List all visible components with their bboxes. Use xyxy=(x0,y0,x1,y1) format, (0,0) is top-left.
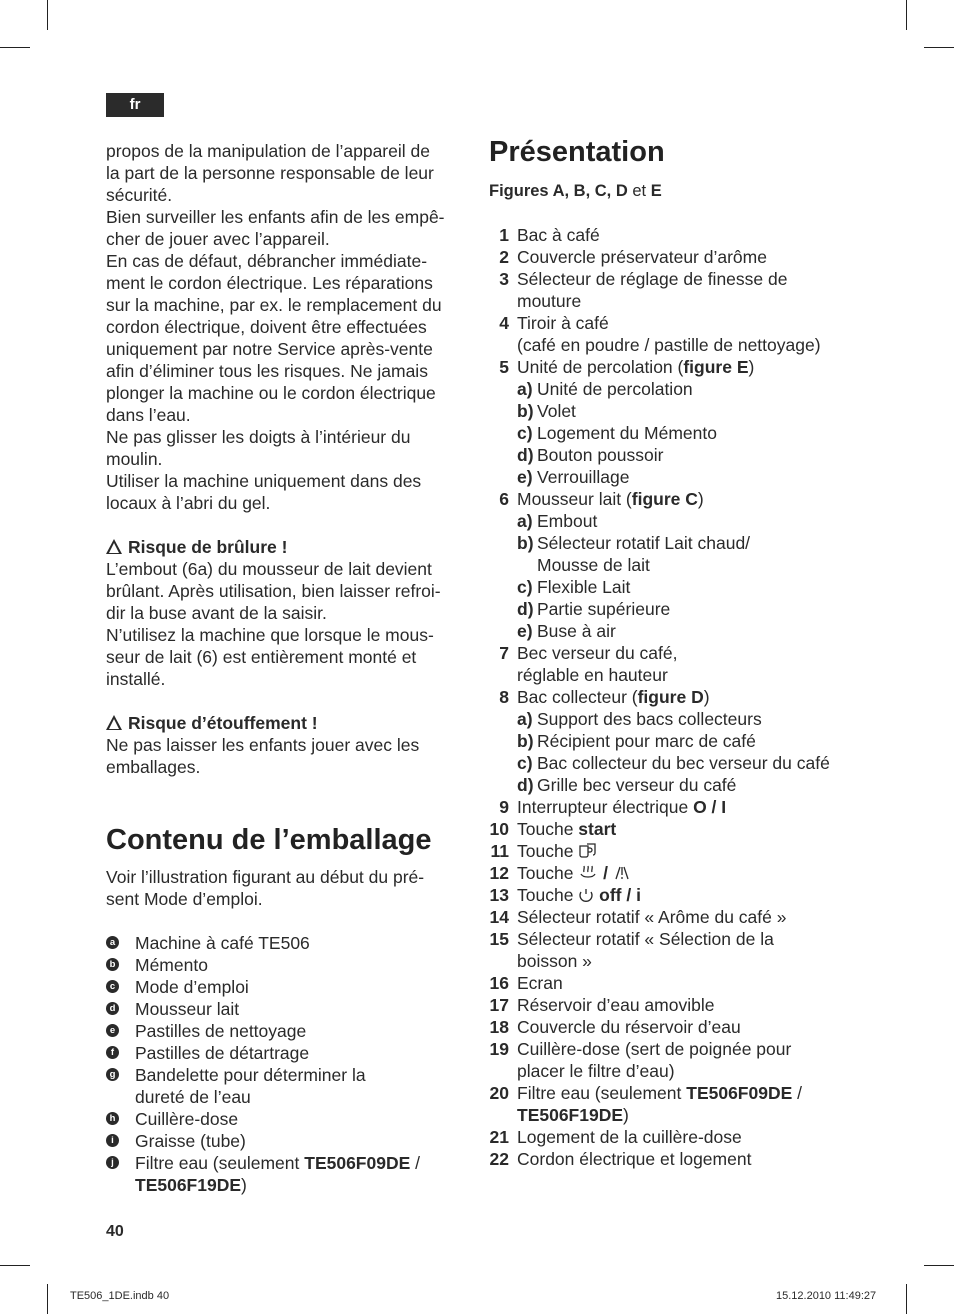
list-item: 18 Couvercle du réservoir d’eau xyxy=(489,1017,741,1037)
list-item: 21 Logement de la cuillère-dose xyxy=(489,1127,742,1147)
bullet-letter: b xyxy=(106,958,119,971)
text-line: installé. xyxy=(106,669,166,689)
bullet-letter: h xyxy=(106,1112,119,1125)
text-line: afin d’éliminer tous les risques. Ne jamais xyxy=(106,361,428,381)
text-line: N’utilisez la machine que lorsque le mous- xyxy=(106,625,434,645)
contents-intro xyxy=(106,866,466,910)
sub-item: a) Unité de percolation xyxy=(517,379,693,399)
list-item: 8 Bac collecteur (figure D) a) Support des bacs collecteurs b) Récipient pour marc de café c) Bac collecteur du bec verseur du café d) Grille bec verseur du café xyxy=(489,686,869,796)
info-icon: i xyxy=(636,885,641,905)
list-item: 12 Touche / xyxy=(489,862,869,884)
list-item: 16 Ecran xyxy=(489,973,563,993)
crop-mark xyxy=(47,1284,48,1314)
footer-file: TE506_1DE.indb 40 xyxy=(70,1290,170,1302)
crop-mark xyxy=(906,0,907,30)
sub-item: c) Bac collecteur du bec verseur du café xyxy=(517,753,830,773)
sub-item: d) Bouton poussoir xyxy=(517,445,664,465)
text-line: moulin. xyxy=(106,449,163,469)
text-line: Bien surveiller les enfants afin de les empê- xyxy=(106,207,445,227)
text-line: cher de jouer avec l’appareil. xyxy=(106,229,330,249)
list-item: 14 Sélecteur rotatif « Arôme du café » xyxy=(489,907,787,927)
safety-text xyxy=(106,140,466,514)
text-line: locaux à l’abri du gel. xyxy=(106,493,271,513)
warning-icon xyxy=(106,539,122,554)
sub-item: b) Récipient pour marc de café xyxy=(517,731,756,751)
text-line: Utiliser la machine uniquement dans des xyxy=(106,471,422,491)
crop-mark xyxy=(0,47,30,48)
crop-mark xyxy=(47,0,48,30)
bullet-letter: j xyxy=(106,1156,119,1169)
bullet-letter: i xyxy=(106,1134,119,1147)
list-item: g Bandelette pour déterminer la dureté de l’eau xyxy=(106,1064,466,1108)
list-item: 19 Cuillère-dose (sert de poignée pour placer le filtre d’eau) xyxy=(489,1039,792,1081)
crop-mark xyxy=(0,1265,30,1266)
list-item: a Machine à café TE506 xyxy=(106,932,466,954)
text-line: uniquement par notre Service après-vente xyxy=(106,339,433,359)
sub-item: a) Support des bacs collecteurs xyxy=(517,709,762,729)
text-line: emballages. xyxy=(106,757,201,777)
left-column xyxy=(106,140,466,1196)
list-item: 17 Réservoir d’eau amovible xyxy=(489,995,715,1015)
section-heading-contents: Contenu de l’emballage xyxy=(106,824,432,856)
list-item: f Pastilles de détartrage xyxy=(106,1042,466,1064)
section-heading-presentation: Présentation xyxy=(489,136,665,168)
text-line: En cas de défaut, débrancher immédiate- xyxy=(106,251,428,271)
hot-water-icon xyxy=(613,864,631,882)
text-line: dir la buse avant de la saisir. xyxy=(106,603,327,623)
warning-icon xyxy=(106,715,122,730)
page-number: 40 xyxy=(106,1223,124,1240)
list-item: 11 Touche xyxy=(489,840,869,862)
list-item: 15 Sélecteur rotatif « Sélection de la boisson » xyxy=(489,929,774,971)
bullet-letter: d xyxy=(106,1002,119,1015)
contents-list xyxy=(106,932,466,1152)
text-line: sur la machine, par ex. le remplacement du xyxy=(106,295,442,315)
sub-item: d) Grille bec verseur du café xyxy=(517,775,737,795)
text-line: seur de lait (6) est entièrement monté et xyxy=(106,647,417,667)
text-line: L’embout (6a) du mousseur de lait devient xyxy=(106,559,432,579)
crop-mark xyxy=(924,1265,954,1266)
text-line: sent Mode d’emploi. xyxy=(106,889,263,909)
sub-item: e) Verrouillage xyxy=(517,467,630,487)
bullet-letter: a xyxy=(106,936,119,949)
list-item: 10 Touche start xyxy=(489,819,617,839)
list-item: c Mode d’emploi xyxy=(106,976,466,998)
list-item: h Cuillère-dose xyxy=(106,1108,466,1130)
list-item: d Mousseur lait xyxy=(106,998,466,1020)
contents-list-last xyxy=(106,1152,466,1196)
list-item: j Filtre eau (seulement TE506F09DE / TE506F19DE) xyxy=(106,1152,466,1196)
text-line: ment le cordon électrique. Les réparations xyxy=(106,273,433,293)
list-item: 5 Unité de percolation (figure E) a) Unité de percolation b) Volet c) Logement du Mémento d) Bouton poussoir e) Verrouillage xyxy=(489,356,869,488)
text-line: sécurité. xyxy=(106,185,173,205)
suffocation-warning-text xyxy=(106,734,466,778)
text-line: cordon électrique, doivent être effectuées xyxy=(106,317,427,337)
bullet-letter: f xyxy=(106,1046,119,1059)
text-line: brûlant. Après utilisation, bien laisser refroi- xyxy=(106,581,441,601)
footer-date: 15.12.2010 11:49:27 xyxy=(776,1290,877,1302)
list-item: b Mémento xyxy=(106,954,466,976)
bullet-letter: g xyxy=(106,1068,119,1081)
list-item: e Pastilles de nettoyage xyxy=(106,1020,466,1042)
care-icon xyxy=(578,887,594,903)
bullet-letter: c xyxy=(106,980,119,993)
cups-icon xyxy=(578,842,600,860)
burn-warning-text xyxy=(106,558,466,690)
list-item: 2 Couvercle préservateur d’arôme xyxy=(499,247,767,267)
steam-icon xyxy=(578,864,598,882)
right-column xyxy=(489,136,869,1170)
suffocation-warning-title: Risque d’étouffement ! xyxy=(106,712,466,734)
list-item: i Graisse (tube) xyxy=(106,1130,466,1152)
figures-reference: Figures A, B, C, D et E xyxy=(489,182,662,200)
list-item: 6 Mousseur lait (figure C) a) Embout b) Sélecteur rotatif Lait chaud/ Mousse de lait c) Flexible Lait d) Partie supérieure e) Buse à air xyxy=(499,489,751,641)
list-item: 13 Touche off / i xyxy=(489,885,641,905)
burn-warning-title: Risque de brûlure ! xyxy=(106,536,466,558)
list-item: 9 Interrupteur électrique O / I xyxy=(499,797,727,817)
text-line: la part de la personne responsable de leur xyxy=(106,163,434,183)
list-item: 1 Bac à café xyxy=(499,225,600,245)
sub-item: c) Logement du Mémento xyxy=(517,423,717,443)
sub-item: b) Volet xyxy=(517,401,576,421)
crop-mark xyxy=(906,1284,907,1314)
list-item: 22 Cordon électrique et logement xyxy=(489,1149,752,1169)
text-line: Ne pas glisser les doigts à l’intérieur du xyxy=(106,427,411,447)
list-item: 20 Filtre eau (seulement TE506F09DE / TE506F19DE) xyxy=(489,1083,803,1125)
language-tab: fr xyxy=(106,93,164,117)
text-line: dans l’eau. xyxy=(106,405,191,425)
crop-mark xyxy=(924,47,954,48)
text-line: Ne pas laisser les enfants jouer avec les xyxy=(106,735,420,755)
text-line: propos de la manipulation de l’appareil de xyxy=(106,141,430,161)
text-line: plonger la machine ou le cordon électrique xyxy=(106,383,436,403)
list-item: 7 Bec verseur du café, réglable en hauteur xyxy=(499,643,678,685)
list-item: 4 Tiroir à café (café en poudre / pastille de nettoyage) xyxy=(499,313,821,355)
parts-list xyxy=(489,224,869,1170)
list-item: 3 Sélecteur de réglage de finesse de mouture xyxy=(499,269,788,311)
text-line: Voir l’illustration figurant au début du pré- xyxy=(106,867,425,887)
bullet-letter: e xyxy=(106,1024,119,1037)
